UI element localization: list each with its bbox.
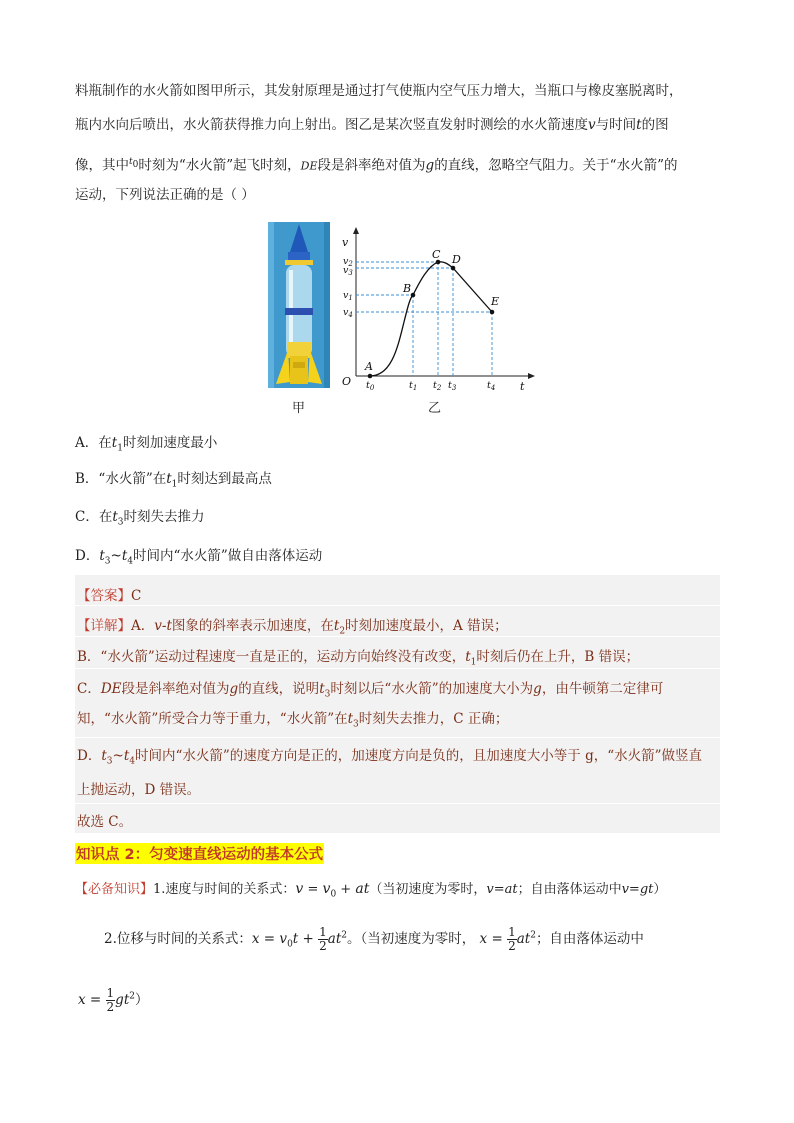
detail-line-2: B．“水火箭”运动过程速度一直是正的，运动方向始终没有改变，$t_1$时刻后仍在上升，B 错误； (77, 649, 640, 668)
svg-text:A: A (365, 360, 373, 373)
svg-text:v3: $v_3$ (343, 265, 353, 277)
detail-line-5: D．$t_3\sim t_4$时间内“水火箭”的速度方向是正的，加速度方向是负的，且加速度大小等于 g，“水火箭”做竖直 (77, 748, 703, 767)
svg-text:O: O (342, 375, 352, 388)
svg-text:v: v (342, 236, 349, 249)
option-b[interactable]: B．“水火箭”在$t_1$时刻达到最高点 (75, 471, 272, 490)
svg-text:t2: $t_2$ (433, 380, 442, 390)
detail-line-1: 【详解】A．v-t图象的斜率表示加速度，在$t_2$时刻加速度最小，A 错误； (77, 618, 508, 637)
figure-jia-label: 甲 (292, 401, 306, 416)
vt-graph (340, 226, 540, 390)
knowledge-item-2-cont: x = $\frac{1}{2}$ $gt^2$） (78, 986, 149, 1014)
figure-yi-label: 乙 (428, 401, 442, 416)
divider (75, 737, 720, 738)
knowledge-item-1: 【必备知识】1.速度与时间的关系式：$v = v_0 + at$（当初速度为零时，v=at；自由落体运动中v=gt） (75, 881, 667, 900)
svg-text:D: D (452, 253, 461, 266)
svg-text:t0: $t_0$ (366, 380, 375, 390)
rocket-photo (268, 222, 330, 388)
stem-line-1: 料瓶制作的水火箭如图甲所示，其发射原理是通过打气使瓶内空气压力增大，当瓶口与橡皮塞脱离时， (75, 83, 683, 99)
option-d[interactable]: D．$t_3\sim t_4$时间内“水火箭”做自由落体运动 (75, 548, 323, 567)
detail-line-3: C．DE段是斜率绝对值为g的直线，说明$t_3$时刻以后“水火箭”的加速度大小为g，由牛顿第二定律可 (77, 681, 664, 700)
option-c[interactable]: C．在$t_3$时刻失去推力 (75, 509, 205, 528)
detail-line-7: 故选 C。 (77, 814, 133, 830)
answer-line: 【答案】C (77, 588, 142, 604)
divider (75, 668, 720, 669)
svg-text:t4: $t_4$ (487, 380, 496, 390)
divider (75, 605, 720, 606)
svg-text:v2: $v_2$ (343, 256, 353, 268)
detail-line-4: 知，“水火箭”所受合力等于重力，“水火箭”在$t_3$时刻失去推力，C 正确； (77, 711, 509, 730)
svg-text:t1: $t_1$ (409, 380, 418, 390)
divider (75, 803, 720, 804)
stem-line-2: 瓶内水向后喷出，水火箭获得推力向上射出。图乙是某次竖直发射时测绘的水火箭速度v与时间t的图 (75, 117, 669, 133)
stem-line-4: 运动，下列说法正确的是（ ） (75, 187, 255, 203)
svg-text:v1: $v_1$ (343, 290, 353, 302)
svg-text:t3: $t_3$ (448, 380, 457, 390)
detail-line-6: 上抛运动，D 错误。 (77, 782, 201, 798)
svg-text:v4: $v_4$ (343, 307, 353, 319)
svg-text:t: t (520, 380, 525, 390)
svg-text:E: E (491, 295, 500, 308)
option-a[interactable]: A．在$t_1$时刻加速度最小 (75, 435, 218, 454)
stem-line-3: 像，其中$^{t_0}$时刻为“水火箭”起飞时刻，DE段是斜率绝对值为g的直线，忽略空气阻力。关于“水火箭”的 (75, 157, 678, 174)
svg-text:C: C (432, 248, 441, 261)
svg-text:B: B (403, 282, 412, 295)
knowledge-point-title: 知识点 2：匀变速直线运动的基本公式 (75, 843, 324, 864)
knowledge-item-2: 2.位移与时间的关系式：$x = v_0t$ + $\frac{1}{2}$ $at^2$。（当初速度为零时， x = $\frac{1}{2}$ $at^2$；自由落体运动中 (104, 925, 644, 953)
